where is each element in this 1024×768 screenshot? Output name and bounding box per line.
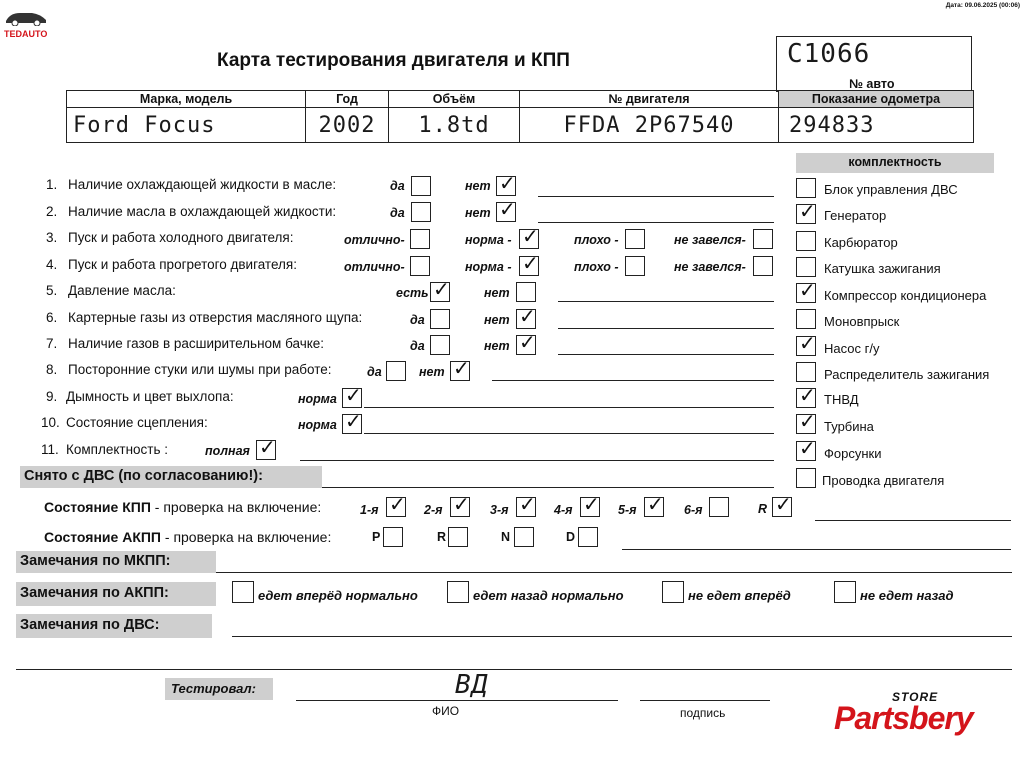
row-10-label: Состояние сцепления:	[66, 415, 208, 430]
checkmark-icon: ✓	[499, 171, 516, 195]
comp-monoinjection-checkbox[interactable]	[796, 309, 816, 329]
row-7-num: 7.	[46, 336, 58, 351]
row-3-nostart-checkbox[interactable]	[753, 229, 773, 249]
checkmark-icon: ✓	[389, 492, 406, 516]
checkmark-icon: ✓	[799, 436, 816, 460]
comp-carburetor-label: Карбюратор	[824, 235, 898, 250]
comp-turbo-label: Турбина	[824, 419, 874, 434]
code-box	[776, 36, 972, 92]
row-9-label: Дымность и цвет выхлопа:	[66, 389, 234, 404]
row-7-opt-yes: да	[410, 339, 425, 353]
comp-carburetor-checkbox[interactable]	[796, 231, 816, 251]
kpp-gear-3-checkbox[interactable]	[516, 492, 536, 517]
removed-note-line	[322, 487, 774, 488]
kpp-gear-1-checkbox[interactable]	[386, 492, 406, 517]
row-4-nostart-checkbox[interactable]	[753, 256, 773, 276]
akpp-gear-d-checkbox[interactable]	[578, 527, 598, 547]
akpp-note-line	[622, 549, 1011, 550]
comp-distributor-checkbox[interactable]	[796, 362, 816, 382]
row-4-bad-checkbox[interactable]	[625, 256, 645, 276]
row-6-opt-yes: да	[410, 313, 425, 327]
row-8-no-checkbox[interactable]	[450, 356, 470, 381]
akpp-forward-ok-checkbox[interactable]	[232, 581, 254, 603]
akpp-gear-p-checkbox[interactable]	[383, 527, 403, 547]
akpp-gear-r-checkbox[interactable]	[448, 527, 468, 547]
kpp-gear-5-checkbox[interactable]	[644, 492, 664, 517]
comp-ac-compressor-checkbox[interactable]	[796, 278, 816, 303]
fio-label: ФИО	[432, 704, 460, 718]
row-1-opt-no: нет	[465, 179, 491, 193]
comp-generator-checkbox[interactable]	[796, 199, 816, 224]
kpp-gear-3: 3-я	[490, 503, 509, 517]
akpp-gear-n: N	[501, 530, 511, 544]
tested-by-label: Тестировал:	[165, 678, 273, 700]
akpp-gear-p: P	[372, 530, 381, 544]
row-9-opt-normal: норма	[298, 392, 337, 406]
kpp-gear-2: 2-я	[424, 503, 443, 517]
comp-injectors-label: Форсунки	[824, 446, 882, 461]
row-1-yes-checkbox[interactable]	[411, 176, 431, 196]
header-volume: Объём	[389, 91, 520, 108]
row-1-label: Наличие охлаждающей жидкости в масле:	[68, 177, 337, 192]
checkmark-icon: ✓	[345, 383, 362, 407]
comp-ps-pump-checkbox[interactable]	[796, 331, 816, 356]
remarks-mkpp-line	[216, 572, 1012, 573]
row-6-no-checkbox[interactable]	[516, 304, 536, 329]
row-6-note-line	[558, 328, 774, 329]
row-5-label: Давление масла:	[68, 283, 176, 298]
comp-ecu-label: Блок управления ДВС	[824, 182, 958, 197]
kpp-note-line	[815, 520, 1011, 521]
completeness-title: комплектность	[796, 153, 994, 173]
kpp-gear-4: 4-я	[554, 503, 573, 517]
akpp-backward-ok-label: едет назад нормально	[473, 588, 624, 603]
akpp-gear-n-checkbox[interactable]	[514, 527, 534, 547]
remarks-mkpp-label: Замечания по МКПП:	[16, 551, 216, 573]
row-4-label: Пуск и работа прогретого двигателя:	[68, 257, 297, 272]
kpp-gear-r-checkbox[interactable]	[772, 492, 792, 517]
akpp-label	[44, 529, 331, 545]
store-logo-big: Partsbery	[834, 700, 973, 736]
checkmark-icon: ✓	[519, 304, 536, 328]
row-1-num: 1.	[46, 177, 58, 192]
row-6-opt-no: нет	[484, 313, 510, 327]
checkmark-icon: ✓	[433, 277, 450, 301]
row-1-no-checkbox[interactable]	[496, 171, 516, 196]
header-make: Марка, модель	[67, 91, 306, 108]
akpp-no-forward-checkbox[interactable]	[662, 581, 684, 603]
row-6-label: Картерные газы из отверстия масляного щупа:	[68, 310, 363, 325]
row-4-excellent-checkbox[interactable]	[410, 256, 430, 276]
row-3-opt-excellent: отлично-	[344, 233, 405, 247]
remarks-dvs-line-1	[232, 636, 1012, 637]
value-year: 2002	[306, 108, 389, 143]
checkmark-icon: ✓	[259, 435, 276, 459]
row-2-no-checkbox[interactable]	[496, 197, 516, 222]
akpp-no-forward-label: не едет вперёд	[688, 588, 791, 603]
checkmark-icon: ✓	[522, 251, 539, 275]
remarks-dvs-line-2	[16, 669, 1012, 670]
value-engine-no: FFDA 2P67540	[520, 108, 779, 143]
comp-ac-compressor-label: Компрессор кондиционера	[824, 288, 987, 303]
akpp-no-backward-checkbox[interactable]	[834, 581, 856, 603]
row-9-normal-checkbox[interactable]	[342, 383, 362, 408]
comp-monoinjection-label: Моновпрыск	[824, 314, 900, 329]
akpp-label-rest: - проверка на включение:	[161, 529, 332, 545]
row-3-opt-bad: плохо -	[574, 233, 619, 247]
checkmark-icon: ✓	[453, 356, 470, 380]
row-3-excellent-checkbox[interactable]	[410, 229, 430, 249]
row-5-note-line	[558, 301, 774, 302]
row-4-opt-bad: плохо -	[574, 260, 619, 274]
kpp-gear-r: R	[758, 502, 768, 516]
sign-line	[640, 700, 770, 701]
row-4-normal-checkbox[interactable]	[519, 251, 539, 276]
row-2-num: 2.	[46, 204, 58, 219]
comp-ecu-checkbox[interactable]	[796, 178, 816, 198]
comp-wiring-checkbox[interactable]	[796, 468, 816, 488]
checkmark-icon: ✓	[522, 224, 539, 248]
checkmark-icon: ✓	[799, 199, 816, 223]
row-4-num: 4.	[46, 257, 58, 272]
checkmark-icon: ✓	[799, 383, 816, 407]
row-3-num: 3.	[46, 230, 58, 245]
brand-logo	[4, 8, 54, 42]
row-6-num: 6.	[46, 310, 58, 325]
row-11-full-checkbox[interactable]	[256, 435, 276, 460]
row-8-note-line	[492, 380, 774, 381]
row-10-num: 10.	[41, 415, 60, 430]
comp-distributor-label: Распределитель зажигания	[824, 367, 990, 382]
kpp-gear-1: 1-я	[360, 503, 379, 517]
store-logo-small: STORE	[892, 690, 939, 704]
row-10-opt-normal: норма	[298, 418, 337, 432]
kpp-label-bold: Состояние КПП	[44, 499, 151, 515]
signature: ВД	[455, 670, 489, 700]
value-volume: 1.8td	[389, 108, 520, 143]
remarks-dvs-label: Замечания по ДВС:	[16, 614, 212, 638]
row-10-normal-checkbox[interactable]	[342, 409, 362, 434]
kpp-gear-2-checkbox[interactable]	[450, 492, 470, 517]
row-3-normal-checkbox[interactable]	[519, 224, 539, 249]
row-11-num: 11.	[41, 442, 59, 457]
comp-ps-pump-label: Насос г/у	[824, 341, 880, 356]
comp-coil-label: Катушка зажигания	[824, 261, 941, 276]
row-2-note-line	[538, 222, 774, 223]
checkmark-icon: ✓	[775, 492, 792, 516]
removed-label: Снято с ДВС (по согласованию!):	[20, 466, 322, 488]
fio-line	[296, 700, 618, 701]
row-8-label: Посторонние стуки или шумы при работе:	[68, 362, 332, 377]
row-5-yes-checkbox[interactable]	[430, 277, 450, 302]
row-8-opt-yes: да	[367, 365, 382, 379]
code-value: C1066	[787, 39, 871, 69]
row-8-yes-checkbox[interactable]	[386, 361, 406, 381]
row-9-num: 9.	[46, 389, 58, 404]
row-2-label: Наличие масла в охлаждающей жидкости:	[68, 204, 337, 219]
row-7-yes-checkbox[interactable]	[430, 335, 450, 355]
row-11-label: Комплектность :	[66, 442, 169, 457]
header-odometer: Показание одометра	[779, 91, 974, 108]
row-7-label: Наличие газов в расширительном бачке:	[68, 336, 325, 351]
row-8-opt-no: нет	[419, 365, 445, 379]
value-odometer: 294833	[779, 108, 974, 143]
row-3-label: Пуск и работа холодного двигателя:	[68, 230, 294, 245]
checkmark-icon: ✓	[519, 492, 536, 516]
comp-injection-pump-label: ТНВД	[824, 392, 859, 407]
akpp-forward-ok-label: едет вперёд нормально	[258, 588, 418, 603]
row-7-no-checkbox[interactable]	[516, 330, 536, 355]
comp-injectors-checkbox[interactable]	[796, 436, 816, 461]
checkmark-icon: ✓	[799, 278, 816, 302]
kpp-label-rest: - проверка на включение:	[150, 499, 322, 515]
akpp-gear-r: R	[437, 530, 447, 544]
checkmark-icon: ✓	[345, 409, 362, 433]
akpp-label-bold: Состояние АКПП	[44, 529, 161, 545]
kpp-gear-6-checkbox[interactable]	[709, 497, 729, 517]
row-2-yes-checkbox[interactable]	[411, 202, 431, 222]
row-6-yes-checkbox[interactable]	[430, 309, 450, 329]
akpp-gear-d: D	[566, 530, 576, 544]
row-5-opt-yes: есть	[396, 286, 429, 300]
checkmark-icon: ✓	[799, 331, 816, 355]
kpp-label	[44, 499, 321, 515]
row-5-no-checkbox[interactable]	[516, 282, 536, 302]
kpp-gear-6: 6-я	[684, 503, 703, 517]
row-1-opt-yes: да	[390, 179, 405, 193]
row-9-note-line	[364, 407, 774, 408]
info-table	[66, 90, 974, 143]
row-3-bad-checkbox[interactable]	[625, 229, 645, 249]
row-4-opt-normal: норма -	[465, 260, 512, 274]
row-4-opt-excellent: отлично-	[344, 260, 405, 274]
row-2-opt-no: нет	[465, 206, 491, 220]
checkmark-icon: ✓	[499, 197, 516, 221]
sign-label: подпись	[680, 706, 726, 720]
row-11-note-line	[300, 460, 774, 461]
row-10-note-line	[364, 433, 774, 434]
row-2-opt-yes: да	[390, 206, 405, 220]
date-stamp: Дата: 09.06.2025 (00:06)	[945, 2, 1020, 9]
brand-logo-text: TEDAUTO	[4, 29, 48, 39]
row-3-opt-normal: норма -	[465, 233, 512, 247]
akpp-backward-ok-checkbox[interactable]	[447, 581, 469, 603]
store-logo	[834, 690, 1004, 746]
comp-coil-checkbox[interactable]	[796, 257, 816, 277]
akpp-no-backward-label: не едет назад	[860, 588, 954, 603]
checkmark-icon: ✓	[799, 409, 816, 433]
code-label: № авто	[849, 77, 895, 91]
value-make: Ford Focus	[67, 108, 306, 143]
comp-generator-label: Генератор	[824, 208, 887, 223]
row-8-num: 8.	[46, 362, 58, 377]
car-logo-icon	[4, 8, 48, 26]
checkmark-icon: ✓	[583, 492, 600, 516]
checkmark-icon: ✓	[647, 492, 664, 516]
header-year: Год	[306, 91, 389, 108]
page-title: Карта тестирования двигателя и КПП	[217, 50, 570, 71]
checkmark-icon: ✓	[453, 492, 470, 516]
comp-turbo-checkbox[interactable]	[796, 409, 816, 434]
row-1-note-line	[538, 196, 774, 197]
remarks-akpp-label: Замечания по АКПП:	[16, 582, 216, 606]
header-engine-no: № двигателя	[520, 91, 779, 108]
row-7-note-line	[558, 354, 774, 355]
kpp-gear-4-checkbox[interactable]	[580, 492, 600, 517]
row-5-num: 5.	[46, 283, 58, 298]
row-11-opt-full: полная	[205, 444, 250, 458]
row-7-opt-no: нет	[484, 339, 510, 353]
comp-injection-pump-checkbox[interactable]	[796, 383, 816, 408]
checkmark-icon: ✓	[519, 330, 536, 354]
row-3-opt-nostart: не завелся-	[674, 233, 746, 247]
comp-wiring-label: Проводка двигателя	[822, 473, 945, 488]
row-4-opt-nostart: не завелся-	[674, 260, 746, 274]
kpp-gear-5: 5-я	[618, 503, 637, 517]
row-5-opt-no: нет	[484, 286, 510, 300]
